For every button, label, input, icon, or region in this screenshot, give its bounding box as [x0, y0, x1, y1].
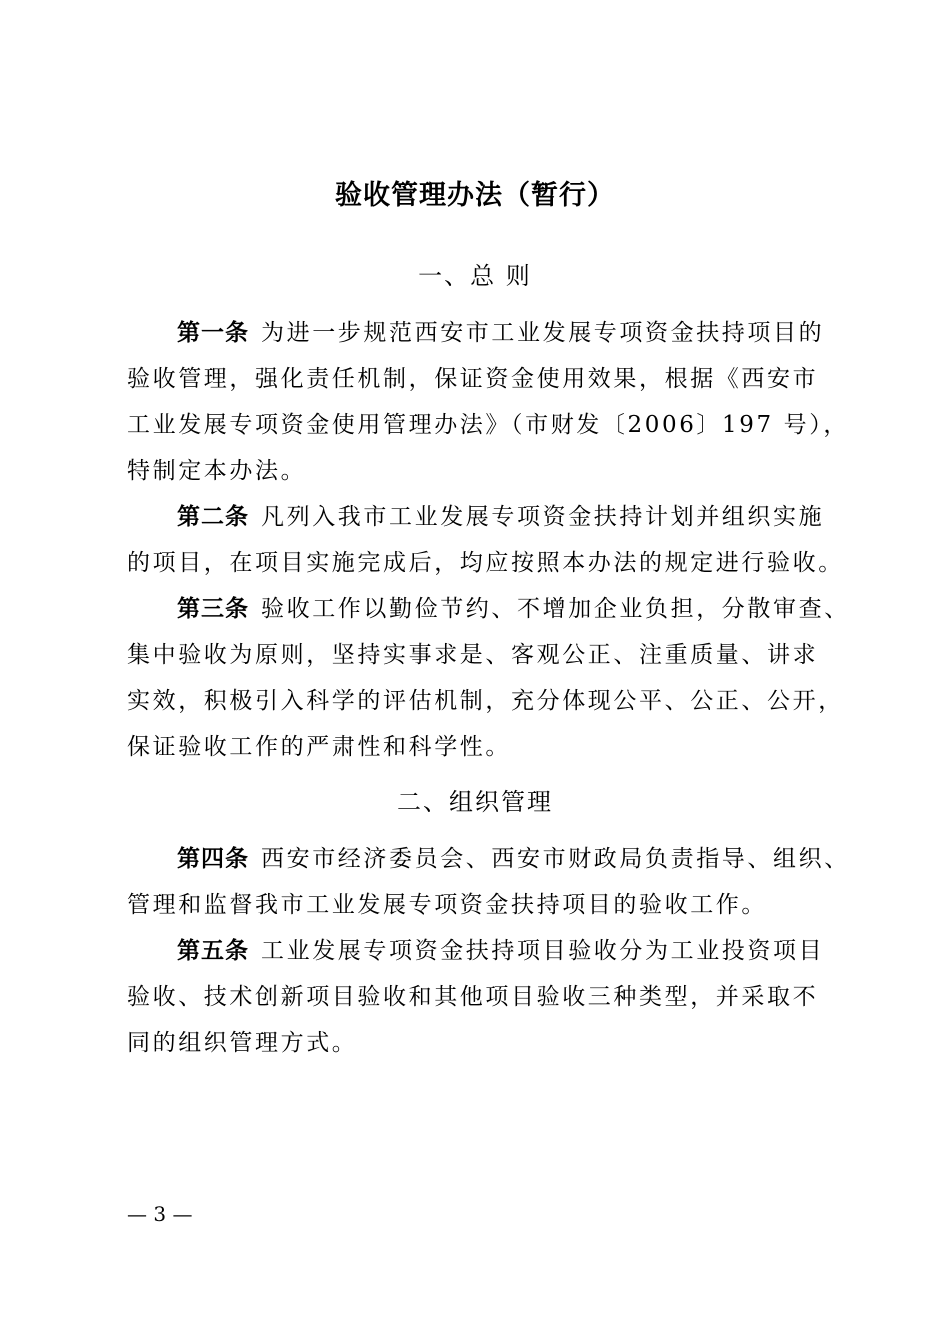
article-text: 验收工作以勤俭节约、不增加企业负担，分散审查、 [261, 596, 850, 622]
article-label: 第三条 [177, 596, 249, 622]
article-line [127, 836, 850, 882]
article-3 [127, 586, 850, 770]
article-line [127, 494, 847, 540]
article-line [127, 310, 847, 356]
article-line: 的项目，在项目实施完成后，均应按照本办法的规定进行验收。 [127, 550, 844, 576]
article-line: 特制定本办法。 [127, 458, 307, 484]
article-label: 第四条 [177, 846, 249, 872]
article-5 [127, 928, 847, 1066]
article-1 [127, 310, 847, 494]
article-line [127, 586, 850, 632]
section-heading-general: 一、总 则 [418, 262, 532, 290]
article-line: 管理和监督我市工业发展专项资金扶持项目的验收工作。 [127, 892, 767, 918]
document-title: 验收管理办法（暂行） [335, 180, 615, 211]
article-line: 验收、技术创新项目验收和其他项目验收三种类型，并采取不 [127, 984, 819, 1010]
article-2 [127, 494, 847, 586]
article-line: 保证验收工作的严肃性和科学性。 [127, 734, 511, 760]
article-text: 工业发展专项资金扶持项目验收分为工业投资项目 [261, 938, 825, 964]
page-number: — 3 — [127, 1202, 193, 1226]
article-text: 凡列入我市工业发展专项资金扶持计划并组织实施 [261, 504, 825, 530]
article-label: 第一条 [177, 320, 249, 346]
article-label: 第二条 [177, 504, 249, 530]
section-heading-organization: 二、组织管理 [397, 788, 553, 816]
article-text: 为进一步规范西安市工业发展专项资金扶持项目的 [261, 320, 825, 346]
article-line: 同的组织管理方式。 [127, 1030, 358, 1056]
article-line: 验收管理，强化责任机制，保证资金使用效果，根据《西安市 [127, 366, 819, 392]
article-text: 西安市经济委员会、西安市财政局负责指导、组织、 [261, 846, 850, 872]
article-label: 第五条 [177, 938, 249, 964]
article-4 [127, 836, 850, 928]
article-line: 集中验收为原则，坚持实事求是、客观公正、注重质量、讲求 [127, 642, 819, 668]
article-line [127, 928, 847, 974]
article-line: 实效，积极引入科学的评估机制，充分体现公平、公正、公开， [127, 688, 844, 714]
article-line: 工业发展专项资金使用管理办法》（市财发〔2006〕197 号）， [127, 412, 849, 438]
